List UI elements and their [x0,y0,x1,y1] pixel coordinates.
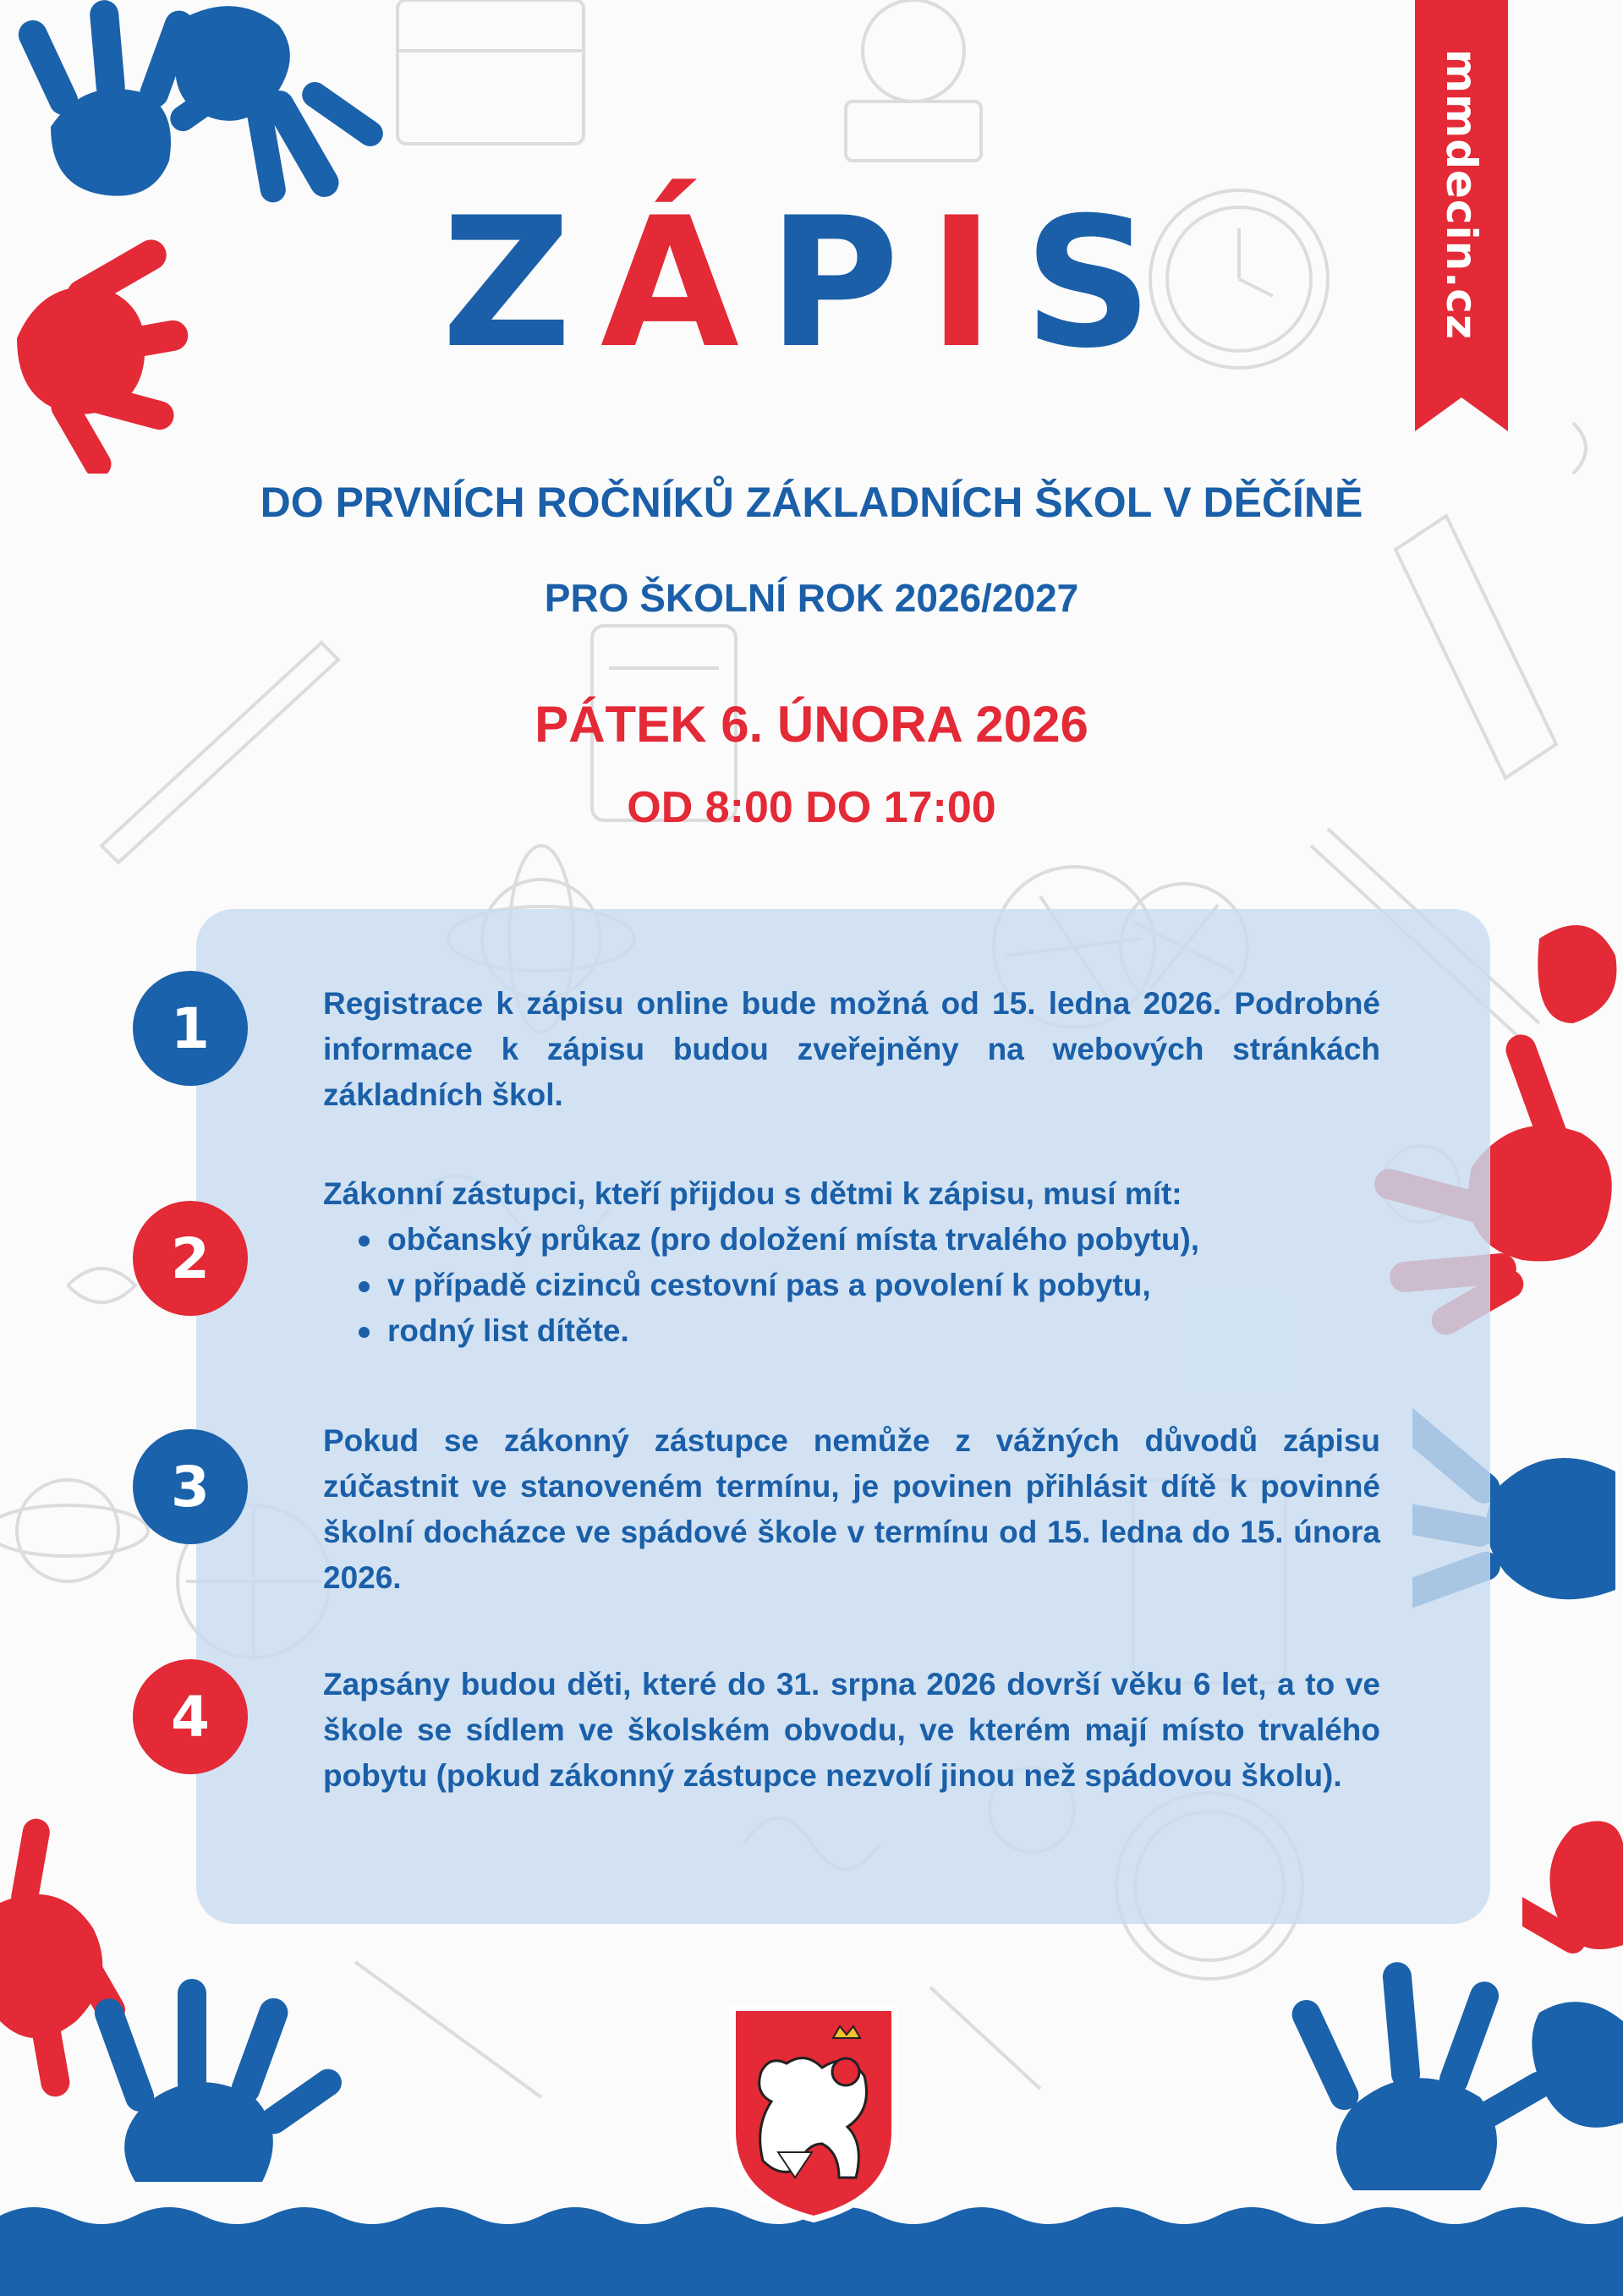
step-2-bullet-list [323,1217,1380,1354]
step-2-bullet: rodný list dítěte. [359,1308,1380,1354]
blue-handprint-bottom-right [1252,1962,1623,2207]
page-title [0,178,1623,387]
step-2-block [323,1171,1380,1354]
step-1-text: Registrace k zápisu online bude možná od 15. ledna 2026. Podrobné informace k zápisu budou zveřejněny na webových stránkách základních škol. [323,986,1380,1112]
title-letter-i: I [928,178,1024,387]
title-letter-p: P [767,178,929,387]
event-time: OD 8:00 DO 17:00 [627,783,996,832]
red-handprint-bottom-right [1522,1776,1623,1970]
event-date: PÁTEK 6. ÚNORA 2026 [535,696,1088,753]
step-4-text: Zapsány budou děti, které do 31. srpna 2026 dovrší věku 6 let, a to ve škole se sídlem ve školském obvodu, ve kterém mají místo trvalého pobytu (pokud zákonný zástupce nezvolí jinou než spádovou školu). [323,1667,1380,1793]
decin-coat-of-arms-icon [727,2004,900,2222]
step-number-2: 2 [133,1201,248,1316]
subtitle-school-year: PRO ŠKOLNÍ ROK 2026/2027 [544,576,1079,620]
step-3-text: Pokud se zákonný zástupce nemůže z vážných důvodů zápisu zúčastnit ve stanoveném termínu, je povinen přihlásit dítě k povinné školní docházce ve spádové škole v termínu od 15. ledna do 15. února 2026. [323,1423,1380,1595]
step-number-1: 1 [133,971,248,1086]
step-2-intro: Zákonní zástupci, kteří přijdou s dětmi k zápisu, musí mít: [323,1176,1182,1211]
step-number-3: 3 [133,1429,248,1544]
website-url: mmdecin.cz [1437,48,1487,341]
step-2-bullet: občanský průkaz (pro doložení místa trvalého pobytu), [359,1217,1380,1263]
title-letter-s: S [1023,178,1182,387]
title-letter-a: Á [600,178,768,387]
subtitle-schools: DO PRVNÍCH ROČNÍKŮ ZÁKLADNÍCH ŠKOL V DĚČÍNĚ [260,479,1363,526]
title-letter-z: Z [441,178,600,387]
blue-handprint-bottom-left [68,1979,347,2207]
step-2-bullet: v případě cizinců cestovní pas a povolení k pobytu, [359,1263,1380,1308]
step-number-4: 4 [133,1659,248,1774]
